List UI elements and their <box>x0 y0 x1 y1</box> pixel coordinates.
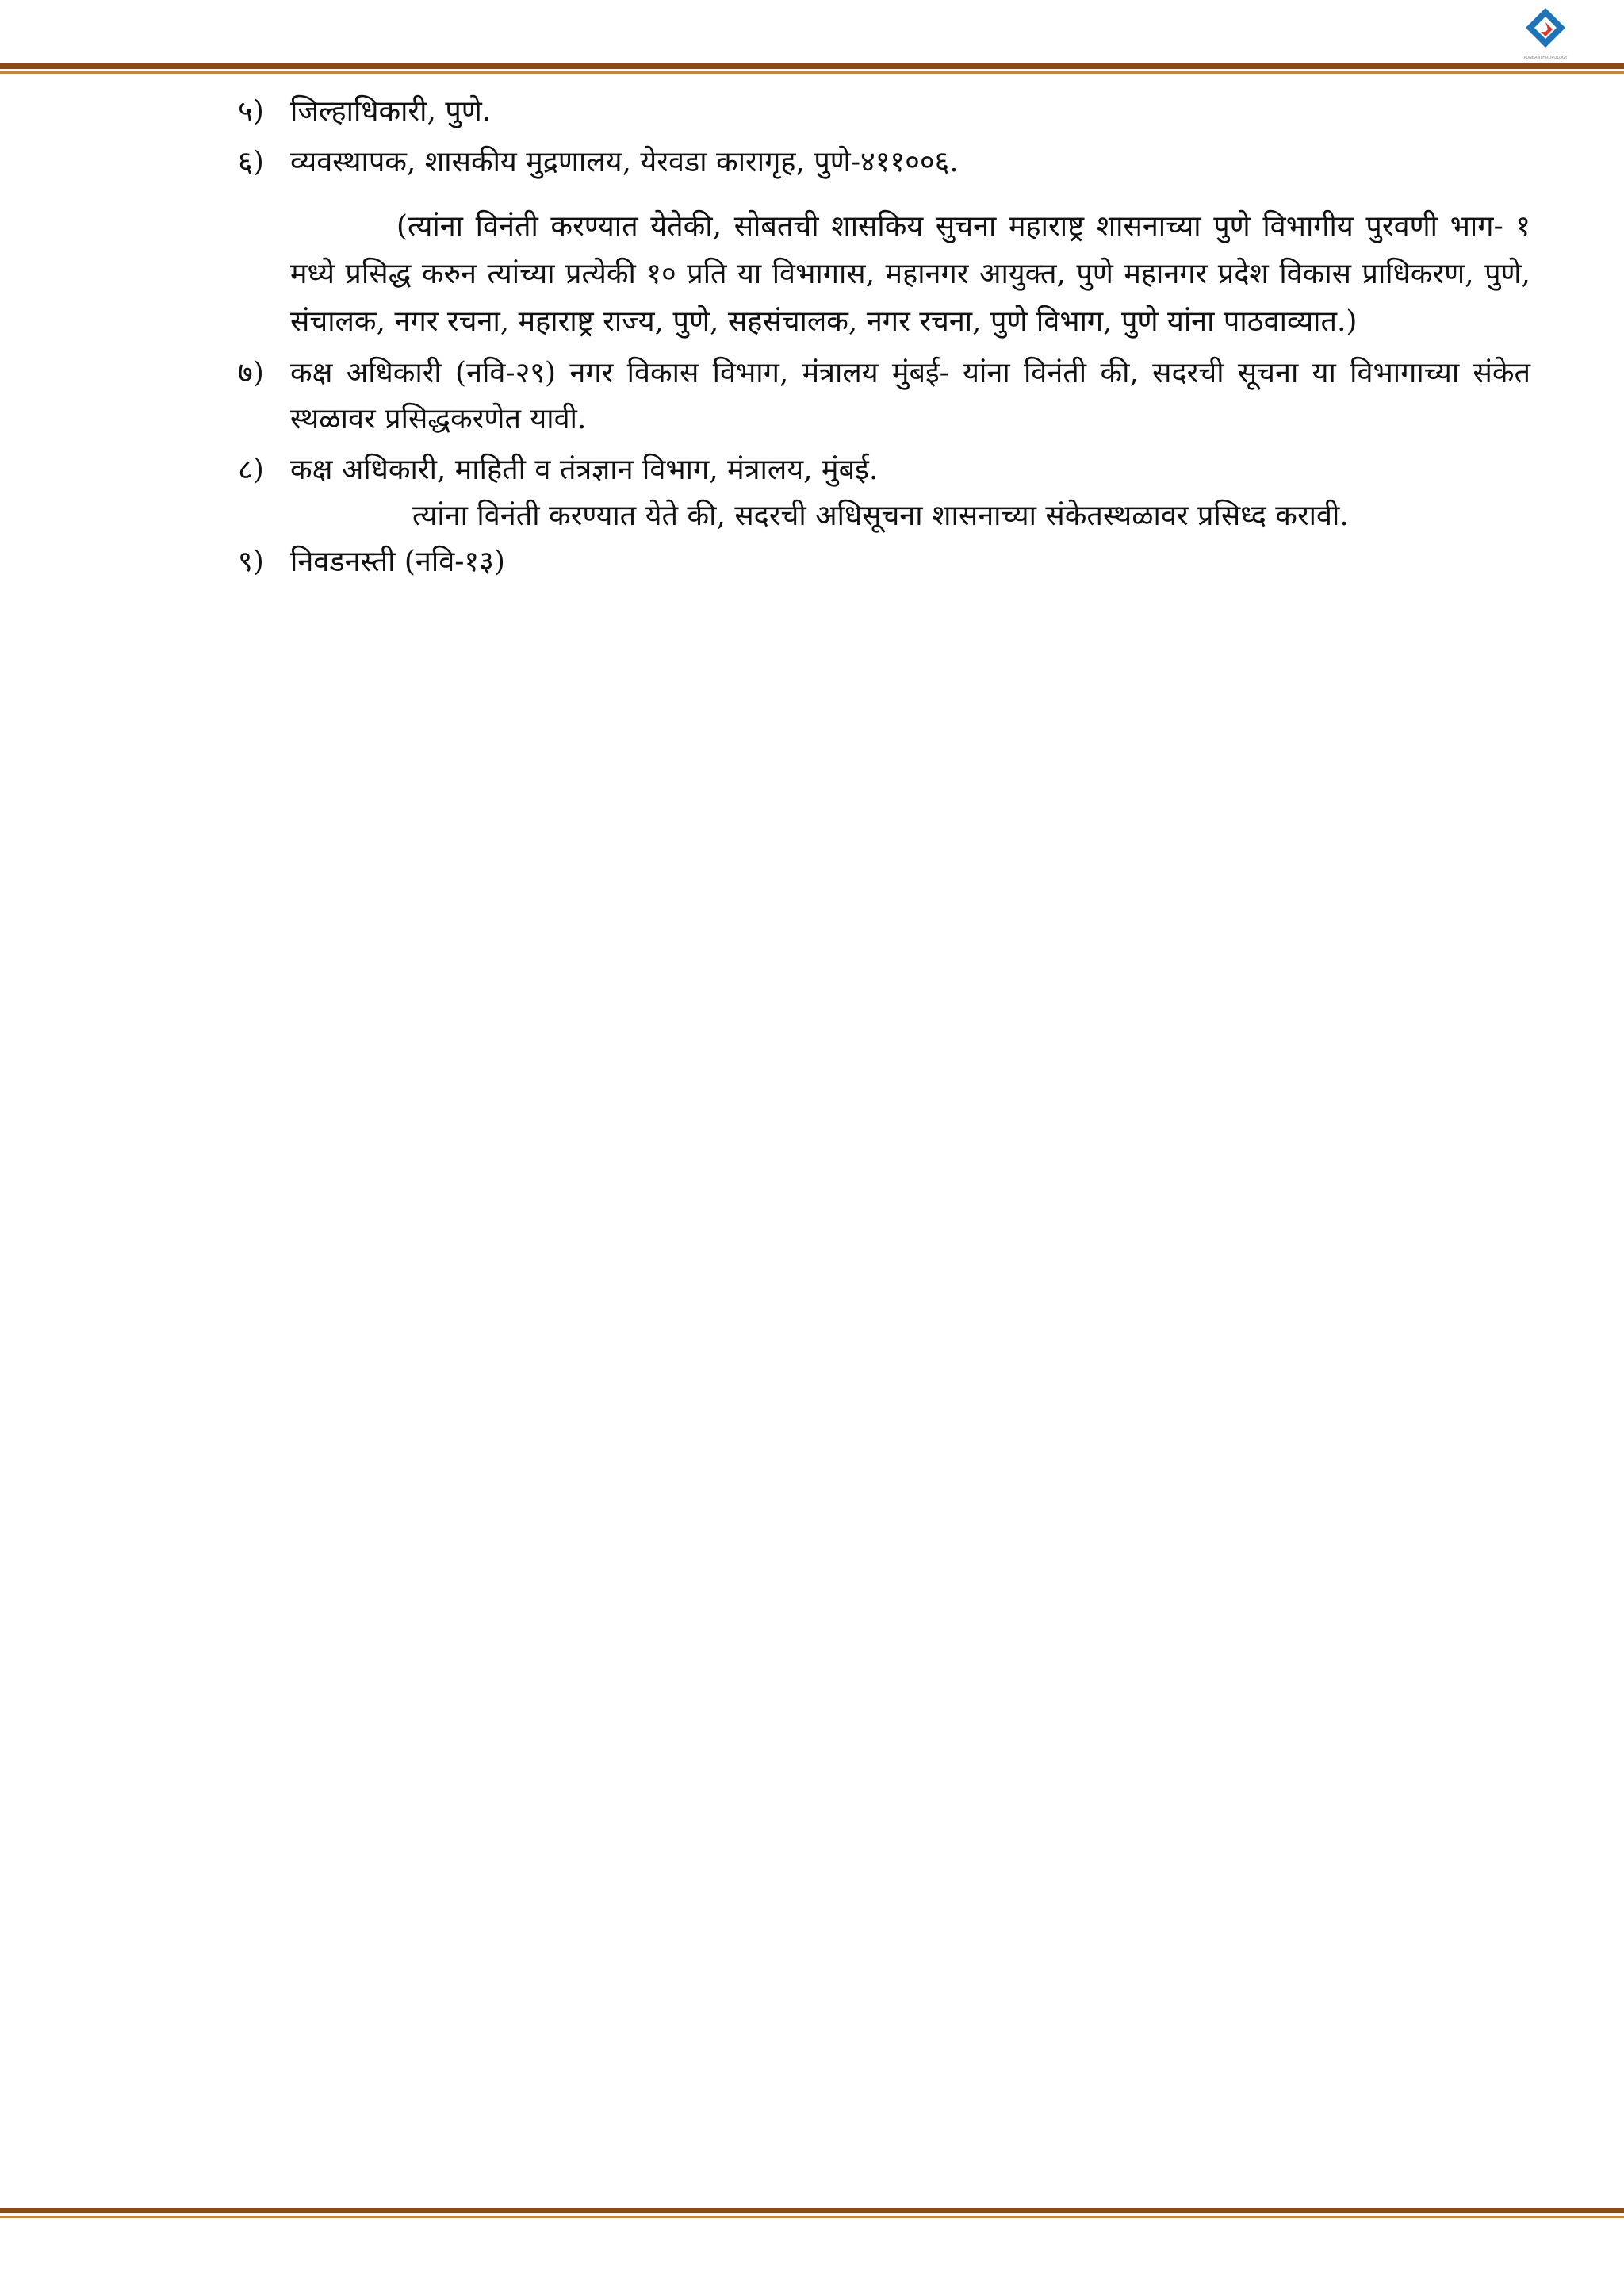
list-item-number: ७) <box>238 357 264 389</box>
list-item-number: ५) <box>238 95 264 128</box>
list-item <box>238 89 1530 135</box>
footer-rule <box>0 2208 1624 2222</box>
header-rule <box>0 63 1624 78</box>
list-item-number: ९) <box>238 546 264 578</box>
list-item-text: कक्ष अधिकारी (नवि-२९) नगर विकास विभाग, मंत्रालय मुंबई- यांना विनंती की, सदरची सूचना या विभागाच्या संकेत स्थळावर प्रसिद्धकरणेत यावी. <box>290 357 1530 435</box>
logo-caption: PUNEANTHROPOLOGY <box>1523 56 1568 60</box>
list-item-text: व्यवस्थापक, शासकीय मुद्रणालय, येरवडा कारागृह, पुणे-४११००६. <box>290 146 959 178</box>
list-item <box>238 447 1530 493</box>
list-item <box>238 351 1530 443</box>
list-item <box>238 539 1530 585</box>
document-body <box>238 89 1530 585</box>
header-rule-thin <box>0 71 1624 74</box>
document-logo <box>1519 5 1572 62</box>
request-note: त्यांना विनंती करण्यात येते की, सदरची अधिसूचना शासनाच्या संकेतस्थळावर प्रसिध्द करावी. <box>412 500 1349 532</box>
list-item-number: ८) <box>238 454 264 486</box>
instruction-paragraph: (त्यांना विनंती करण्यात येतेकी, सोबतची शासकिय सुचना महाराष्ट्र शासनाच्या पुणे विभागीय पुरवणी भाग- १ मध्ये प्रसिद्ध करुन त्यांच्या प्रत्येकी १० प्रति या विभागास, महानगर आयुक्त, पुणे महानगर प्रदेश विकास प्राधिकरण, पुणे, संचालक, नगर रचना, महाराष्ट्र राज्य, पुणे, सहसंचालक, नगर रचना, पुणे विभाग, पुणे यांना पाठवाव्यात.) <box>290 210 1530 338</box>
list-item-text: निवडनस्ती (नवि-१३) <box>290 546 505 578</box>
footer-rule-thin <box>0 2216 1624 2218</box>
list-item-text: कक्ष अधिकारी, माहिती व तंत्रज्ञान विभाग, मंत्रालय, मुंबई. <box>290 454 879 486</box>
list-item <box>238 140 1530 186</box>
header-rule-thick <box>0 63 1624 69</box>
document-logo-icon <box>1519 5 1572 54</box>
footer-rule-thick <box>0 2208 1624 2213</box>
list-item-number: ६) <box>238 146 264 178</box>
list-item-text: जिल्हाधिकारी, पुणे. <box>290 95 492 128</box>
